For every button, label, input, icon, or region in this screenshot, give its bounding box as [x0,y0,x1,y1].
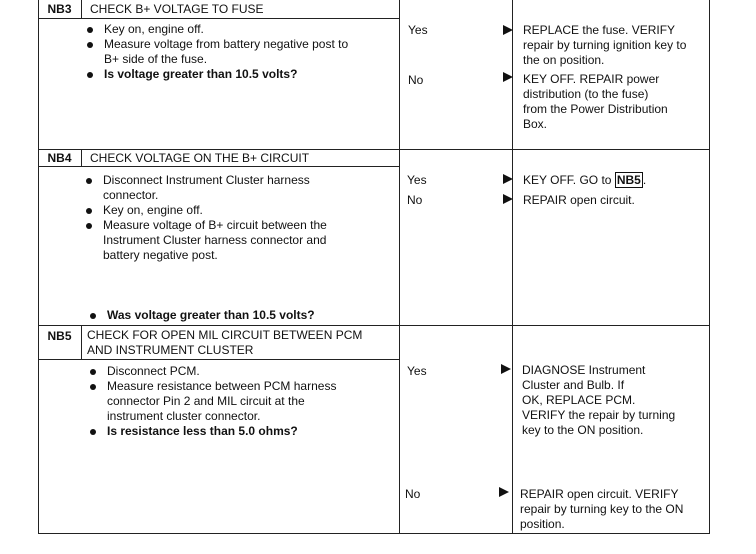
arrow-icon [503,25,513,35]
table-right-border [709,0,710,534]
instruction-question: Is voltage greater than 10.5 volts? [82,67,397,82]
action-yes: REPLACE the fuse. VERIFY repair by turning ignition key to the on position. [523,23,687,67]
action-no: KEY OFF. REPAIR power distribution (to the fuse) from the Power Distribution Box. [523,72,668,131]
step-code: NB4 [47,151,72,165]
step-instructions [81,173,396,263]
instruction-question: Is resistance less than 5.0 ohms? [85,424,397,439]
step-title: CHECK VOLTAGE ON THE B+ CIRCUIT [90,151,310,165]
code-cell-divider [81,149,82,166]
row-divider [38,149,710,150]
arrow-icon [499,487,509,497]
title-underline [38,359,400,360]
answer-yes: Yes [407,173,427,187]
action-yes: DIAGNOSE Instrument Cluster and Bulb. If OK, REPLACE PCM. VERIFY the repair by turning key to the ON position. [522,363,676,437]
instruction-question: Was voltage greater than 10.5 volts? [85,308,400,323]
answer-no: No [407,193,423,207]
action-no: REPAIR open circuit. VERIFY repair by turning key to the ON position. [520,487,684,531]
instruction-item: Measure voltage of B+ circuit between the Instrument Cluster harness connector and battery negative post. [81,218,396,263]
action-text: . [642,173,647,187]
code-cell-divider [81,325,82,359]
instruction-item: Disconnect PCM. [85,364,397,379]
action-no: REPAIR open circuit. [523,193,635,207]
step-title: CHECK FOR OPEN MIL CIRCUIT BETWEEN PCM AND INSTRUMENT CLUSTER [87,328,363,357]
step-code: NB5 [47,329,72,343]
title-underline [38,166,400,167]
arrow-icon [501,364,511,374]
code-cell-divider [81,0,82,19]
answer-yes: Yes [407,364,427,378]
step-title: CHECK B+ VOLTAGE TO FUSE [90,2,264,16]
arrow-icon [503,174,513,184]
step-instructions [85,364,397,439]
table-bottom-border [38,533,710,534]
action-yes [523,173,646,188]
arrow-icon [503,194,513,204]
step-reference-nb5[interactable]: NB5 [616,173,641,187]
instruction-item: Measure resistance between PCM harness connector Pin 2 and MIL circuit at the instrument cluster connector. [85,379,397,424]
step-question [85,308,400,323]
instruction-item: Measure voltage from battery negative post to B+ side of the fuse. [82,37,397,67]
row-divider [38,325,710,326]
table-left-border [38,0,39,534]
step-code: NB3 [47,2,72,16]
arrow-icon [503,72,513,82]
answer-no: No [405,487,421,501]
instruction-item: Key on, engine off. [81,203,396,218]
title-underline [38,18,400,19]
step-instructions [82,22,397,82]
answer-yes: Yes [408,23,428,37]
answer-no: No [408,73,424,87]
instruction-item: Key on, engine off. [82,22,397,37]
instruction-item: Disconnect Instrument Cluster harness connector. [81,173,396,203]
action-text: KEY OFF. GO to [523,173,615,187]
question-column-divider [399,0,400,534]
